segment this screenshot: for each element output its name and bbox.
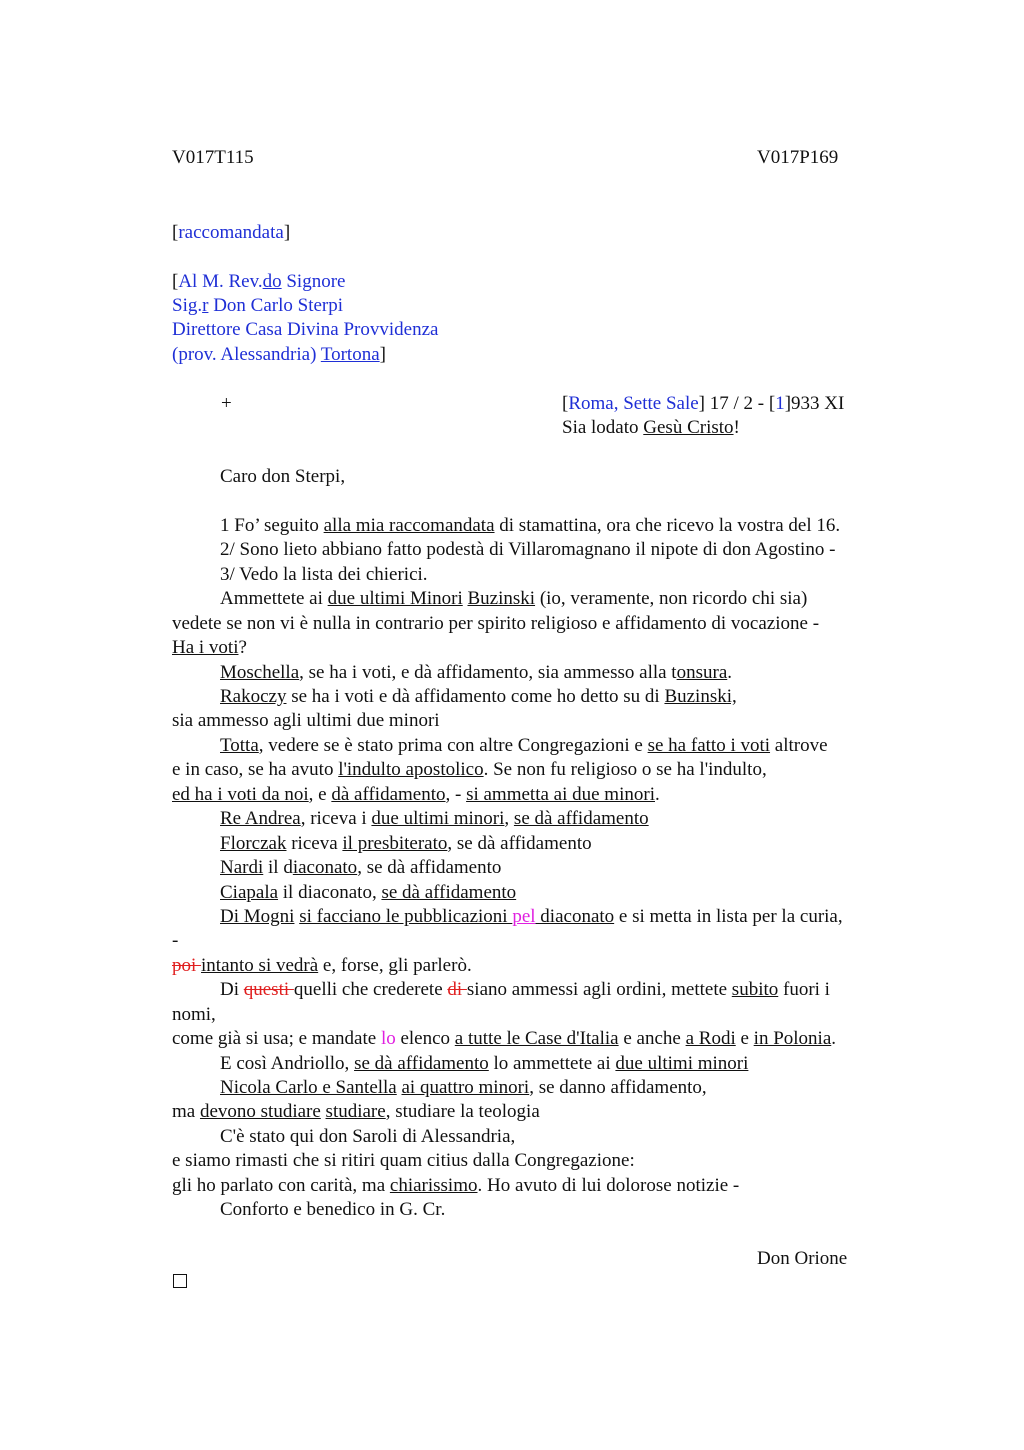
body-line: 1 Fo’ seguito alla mia raccomandata di stamattina, ora che ricevo la vostra del 16. xyxy=(220,515,841,536)
body-line: vedete se non vi è nulla in contrario per spirito religioso e affidamento di vocazione - xyxy=(172,613,820,634)
body-line: gli ho parlato con carità, ma chiarissimo. Ho avuto di lui dolorose notizie - xyxy=(172,1175,740,1196)
praise-line: Sia lodato Gesù Cristo! xyxy=(562,417,740,438)
header-right-code: V017P169 xyxy=(757,147,839,168)
body-line: Totta, vedere se è stato prima con altre Congregazioni e se ha fatto i voti altrove xyxy=(220,735,828,756)
body-line: Rakoczy se ha i voti e dà affidamento come ho detto su di Buzinski, xyxy=(220,686,737,707)
body-line: Moschella, se ha i voti, e dà affidamento, sia ammesso alla tonsura. xyxy=(220,662,732,683)
body-line: Ammettete ai due ultimi Minori Buzinski (io, veramente, non ricordo chi sia) xyxy=(220,588,808,609)
body-line: come già si usa; e mandate lo elenco a tutte le Case d'Italia e anche a Rodi e in Polonia. xyxy=(172,1028,837,1049)
body-line: Conforto e benedico in G. Cr. xyxy=(220,1199,446,1220)
body-line: 2/ Sono lieto abbiano fatto podestà di Villaromagnano il nipote di don Agostino - xyxy=(220,539,836,560)
registered-note: [raccomandata] xyxy=(172,222,291,243)
body-line: C'è stato qui don Saroli di Alessandria, xyxy=(220,1126,516,1147)
body-line: Di Mogni si facciano le pubblicazioni pel diaconato e si metta in lista per la curia, xyxy=(220,906,843,927)
body-line: Nardi il diaconato, se dà affidamento xyxy=(220,857,502,878)
body-line: e in caso, se ha avuto l'indulto apostolico. Se non fu religioso o se ha l'indulto, xyxy=(172,759,767,780)
body-line: poi intanto si vedrà e, forse, gli parlerò. xyxy=(172,955,472,976)
address-line-3: Direttore Casa Divina Provvidenza xyxy=(172,319,439,340)
body-line: ma devono studiare studiare, studiare la teologia xyxy=(172,1101,540,1122)
end-square-icon xyxy=(173,1274,187,1288)
body-line: Ha i voti? xyxy=(172,637,247,658)
body-line: sia ammesso agli ultimi due minori xyxy=(172,710,440,731)
body-line: E così Andriollo, se dà affidamento lo ammettete ai due ultimi minori xyxy=(220,1053,749,1074)
body-line: Ciapala il diaconato, se dà affidamento xyxy=(220,882,517,903)
dateline: [Roma, Sette Sale] 17 / 2 - [1]933 XI xyxy=(562,393,845,414)
body-line: Nicola Carlo e Santella ai quattro minori, se danno affidamento, xyxy=(220,1077,707,1098)
address-line-4: (prov. Alessandria) Tortona] xyxy=(172,344,386,365)
greeting: Caro don Sterpi, xyxy=(220,466,346,487)
body-line: - xyxy=(172,930,179,951)
body-line: Florczak riceva il presbiterato, se dà affidamento xyxy=(220,833,592,854)
body-line: 3/ Vedo la lista dei chierici. xyxy=(220,564,428,585)
address-line-2: Sig.r Don Carlo Sterpi xyxy=(172,295,344,316)
body-line: e siamo rimasti che si ritiri quam citius dalla Congregazione: xyxy=(172,1150,635,1171)
address-line-1: [Al M. Rev.do Signore xyxy=(172,271,346,292)
body-line: Di questi quelli che crederete di siano ammessi agli ordini, mettete subito fuori i xyxy=(220,979,830,1000)
body-line: ed ha i voti da noi, e dà affidamento, - si ammetta ai due minori. xyxy=(172,784,660,805)
body-line: Re Andrea, riceva i due ultimi minori, se dà affidamento xyxy=(220,808,649,829)
body-line: nomi, xyxy=(172,1004,216,1025)
header-left-code: V017T115 xyxy=(172,147,254,168)
cross-mark: + xyxy=(221,393,232,414)
signature: Don Orione xyxy=(757,1248,848,1269)
